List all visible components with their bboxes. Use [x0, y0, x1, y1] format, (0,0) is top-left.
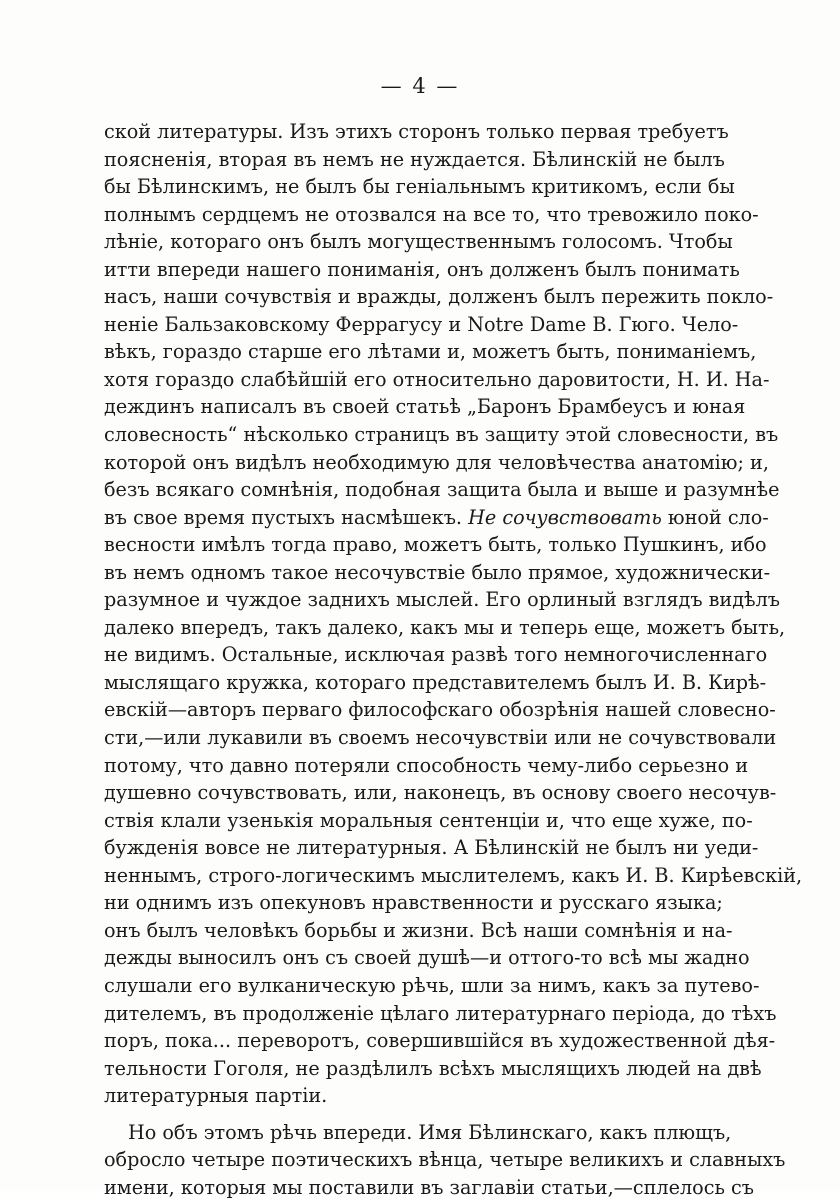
text-line: онъ былъ человѣкъ борьбы и жизни. Всѣ наши сомнѣнія и на-: [104, 918, 733, 942]
text-line: слушали его вулканическую рѣчь, шли за нимъ, какъ за путево-: [104, 973, 760, 997]
text-line: душевно сочувствовать, или, наконецъ, въ основу своего несочув-: [104, 781, 777, 805]
text-line: насъ, наши сочувствія и вражды, долженъ былъ пережить покло-: [104, 285, 774, 309]
text-line: деждинъ написалъ въ своей статьѣ „Баронъ Брамбеусъ и юная: [104, 395, 746, 419]
text-line: безъ всякаго сомнѣнія, подобная защита была и выше и разумнѣе: [104, 478, 780, 502]
text-line: Но объ этомъ рѣчь впереди. Имя Бѣлинскаго, какъ плющъ,: [128, 1120, 732, 1144]
text-line: словесность“ нѣсколько страницъ въ защиту этой словесности, въ: [104, 423, 779, 447]
text-line: потому, что давно потеряли способность чему-либо серьезно и: [104, 753, 749, 777]
text-line: полнымъ сердцемъ не отозвался на все то, что тревожило поко-: [104, 202, 759, 226]
line-text-after: юной сло-: [661, 505, 769, 529]
text-line: лѣніе, котораго онъ былъ могущественнымъ голосомъ. Чтобы: [104, 230, 733, 254]
text-line: обросло четыре поэтическихъ вѣнца, четыре великихъ и славныхъ: [104, 1148, 786, 1172]
text-line: бы Бѣлинскимъ, не былъ бы геніальнымъ критикомъ, если бы: [104, 175, 735, 199]
page-number: — 4 —: [380, 74, 460, 98]
emphasized-phrase: Не сочувствовать: [468, 505, 662, 529]
text-line: неніе Бальзаковскому Феррагусу и Notre Dame В. Гюго. Чело-: [104, 312, 739, 336]
text-line-with-emphasis: [104, 504, 769, 532]
text-line: разумное и чуждое заднихъ мыслей. Его орлиный взглядъ видѣлъ: [104, 588, 781, 612]
text-line: ни однимъ изъ опекуновъ нравственности и русскаго языка;: [104, 891, 723, 915]
text-line: вѣкъ, гораздо старше его лѣтами и, можетъ быть, пониманіемъ,: [104, 340, 757, 364]
text-line: хотя гораздо слабѣйшій его относительно даровитости, Н. И. На-: [104, 367, 770, 391]
body-text: [104, 118, 803, 1201]
text-line: дителемъ, въ продолженіе цѣлаго литературнаго періода, до тѣхъ: [104, 1001, 777, 1025]
text-line: литературныя партіи.: [104, 1084, 328, 1108]
text-line: евскій—авторъ перваго философскаго обозрѣнія нашей словесно-: [104, 698, 776, 722]
text-line: не видимъ. Остальные, исключая развѣ того немногочисленнаго: [104, 643, 768, 667]
text-line: сти,—или лукавили въ своемъ несочувствіи или не сочувствовали: [104, 726, 777, 750]
text-line: ствія клали узенькія моральныя сентенціи и, что еще хуже, по-: [104, 808, 753, 832]
text-line: бужденія вовсе не литературныя. А Бѣлинскій не былъ ни уеди-: [104, 836, 759, 860]
text-line: ской литературы. Изъ этихъ сторонъ только первая требуетъ: [104, 120, 729, 143]
text-line: въ немъ одномъ такое несочувствіе было прямое, художнически-: [104, 560, 771, 584]
paragraph: [104, 118, 803, 1110]
text-line: итти впереди нашего пониманія, онъ долженъ былъ понимать: [104, 257, 740, 281]
text-line: поръ, пока... переворотъ, совершившійся въ художественной дѣя-: [104, 1029, 776, 1053]
text-line: неннымъ, строго-логическимъ мыслителемъ, какъ И. В. Кирѣевскій,: [104, 863, 803, 887]
text-line: мыслящаго кружка, котораго представителемъ былъ И. В. Кирѣ-: [104, 670, 767, 694]
text-line: весности имѣлъ тогда право, можетъ быть, только Пушкинъ, ибо: [104, 533, 767, 557]
text-line: имени, которыя мы поставили въ заглавіи статьи,—сплелось съ: [104, 1175, 754, 1199]
text-line: далеко впередъ, такъ далеко, какъ мы и теперь еще, можетъ быть,: [104, 615, 786, 639]
text-line: поясненія, вторая въ немъ не нуждается. Бѣлинскій не былъ: [104, 147, 725, 171]
text-line: дежды выносилъ онъ съ своей душѣ—и оттого-то всѣ мы жадно: [104, 946, 750, 970]
text-line: которой онъ видѣлъ необходимую для человѣчества анатомію; и,: [104, 450, 769, 474]
paragraph: [104, 1119, 786, 1201]
text-line: тельности Гоголя, не раздѣлилъ всѣхъ мыслящихъ людей на двѣ: [104, 1056, 762, 1080]
line-text-before: въ свое время пустыхъ насмѣшекъ.: [104, 505, 469, 529]
